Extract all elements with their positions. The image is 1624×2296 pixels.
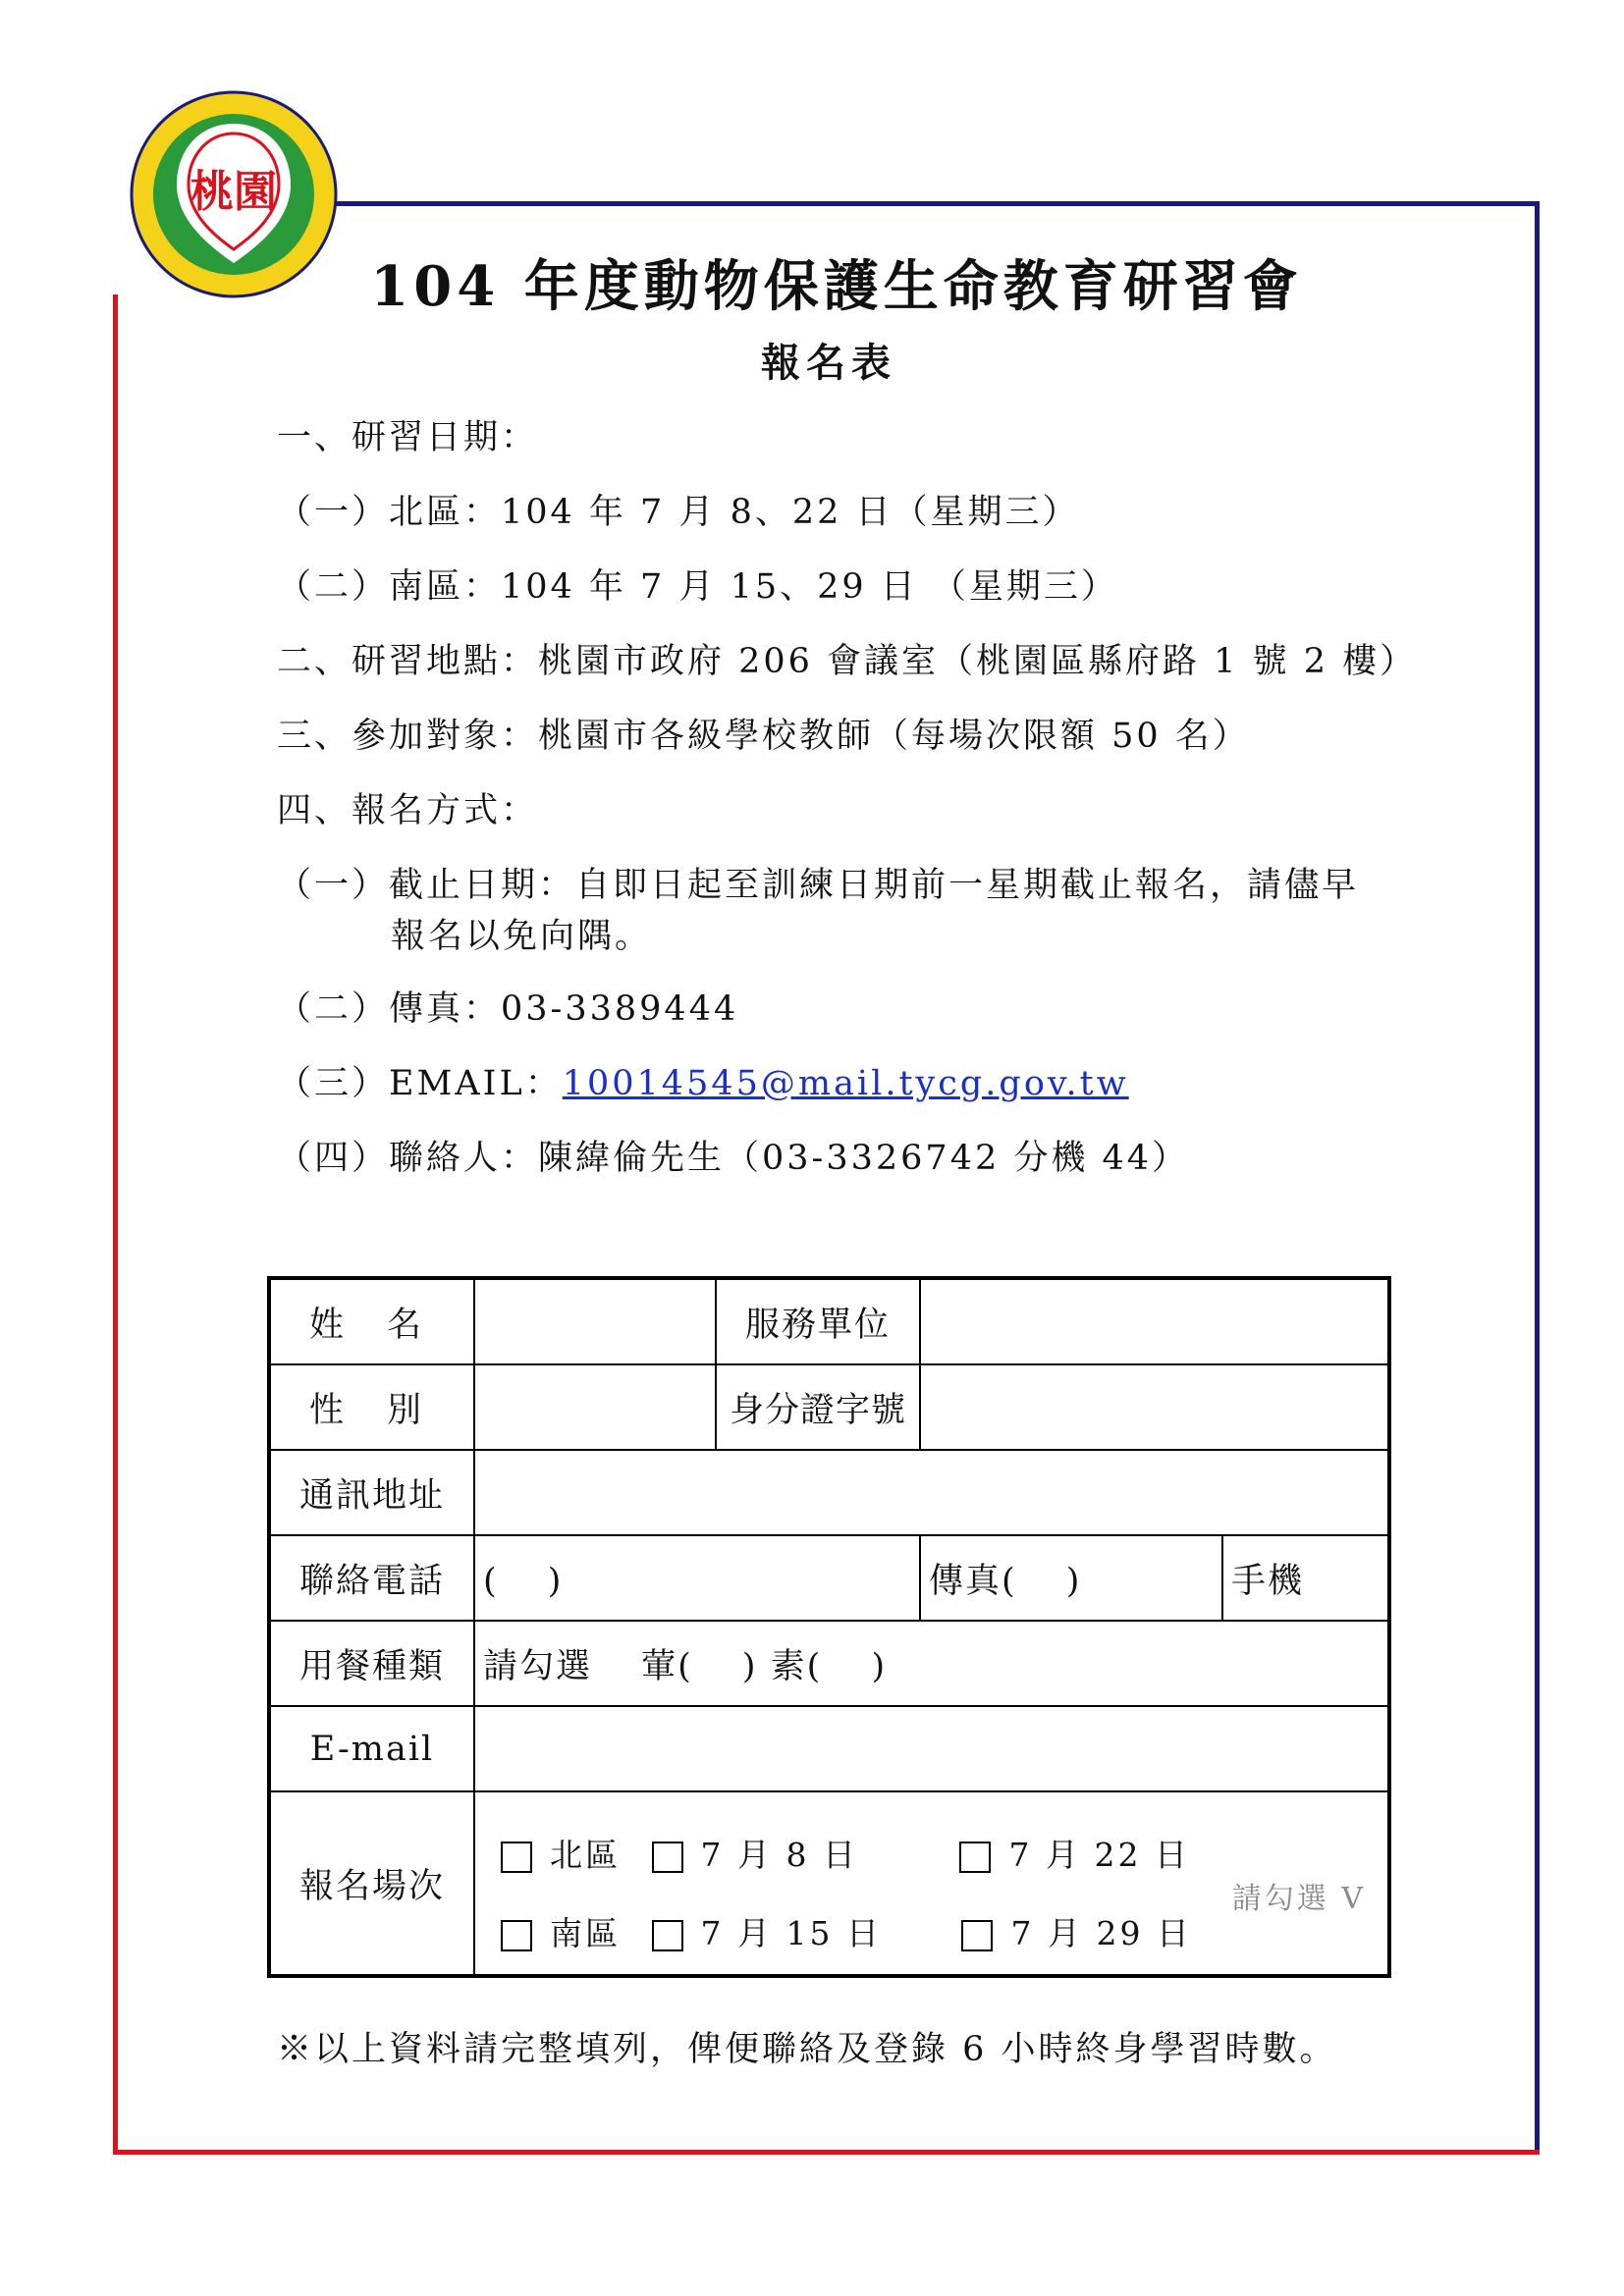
- info-line-location: 二、研習地點：桃園市政府 206 會議室（桃園區縣府路 1 號 2 樓）: [277, 642, 1418, 681]
- name-field[interactable]: [474, 1278, 716, 1364]
- frame-left-line: [113, 294, 118, 2155]
- south-date2-label: 7 月 29 日: [1010, 1914, 1192, 1952]
- info-line-date-heading: 一、研習日期：: [277, 418, 539, 457]
- gender-field[interactable]: [474, 1364, 716, 1450]
- north-date1-label: 7 月 8 日: [700, 1836, 858, 1874]
- name-label: 姓名: [269, 1278, 474, 1364]
- info-line-method-heading: 四、報名方式：: [277, 791, 539, 830]
- north-label: 北區: [550, 1836, 621, 1874]
- north-date2-checkbox[interactable]: [959, 1842, 991, 1873]
- email-prefix: （三）EMAIL：: [277, 1064, 563, 1103]
- south-date1-checkbox[interactable]: [652, 1920, 683, 1951]
- info-line-deadline: （一）截止日期：自即日起至訓練日期前一星期截止報名，請儘早: [277, 866, 1360, 905]
- dept-label: 服務單位: [716, 1278, 920, 1364]
- north-date1-checkbox[interactable]: [652, 1842, 683, 1873]
- address-label: 通訊地址: [269, 1450, 474, 1535]
- table-row: [269, 1278, 1389, 1364]
- id-label: 身分證字號: [716, 1364, 920, 1450]
- table-row: [269, 1364, 1389, 1450]
- table-row: [269, 1450, 1389, 1535]
- session-cell: [474, 1791, 1389, 1976]
- frame-top-line: [334, 201, 1540, 206]
- south-checkbox[interactable]: [501, 1920, 532, 1951]
- footer-note: ※以上資料請完整填列，俾便聯絡及登錄 6 小時終身學習時數。: [277, 2030, 1337, 2069]
- info-line-deadline-cont: 報名以免向隅。: [391, 917, 653, 956]
- check-hint: 請勾選 V: [1231, 1882, 1366, 1916]
- session-label: 報名場次: [269, 1791, 474, 1976]
- table-row: [269, 1791, 1389, 1976]
- address-field[interactable]: [474, 1450, 1389, 1535]
- gender-label: 性別: [269, 1364, 474, 1450]
- email-label: E-mail: [269, 1706, 474, 1791]
- table-row: [269, 1706, 1389, 1791]
- page-title: [0, 243, 1624, 322]
- fax-field[interactable]: 傳真( ): [920, 1535, 1222, 1621]
- phone-label: 聯絡電話: [269, 1535, 474, 1621]
- north-checkbox[interactable]: [501, 1842, 532, 1873]
- info-line-contact: （四）聯絡人：陳緯倫先生（03-3326742 分機 44）: [277, 1139, 1190, 1178]
- email-field[interactable]: [474, 1706, 1389, 1791]
- table-row: [269, 1535, 1389, 1621]
- email-link[interactable]: 10014545@mail.tycg.gov.tw: [562, 1064, 1129, 1103]
- info-line-email: [277, 1056, 1129, 1105]
- frame-right-line: [1535, 201, 1540, 2155]
- dept-field[interactable]: [920, 1278, 1389, 1364]
- session-row-north: [501, 1830, 1190, 1876]
- info-line-north-date: （一）北區：104 年 7 月 8、22 日（星期三）: [277, 493, 1080, 532]
- mobile-field[interactable]: 手機: [1222, 1535, 1389, 1621]
- info-line-audience: 三、參加對象：桃園市各級學校教師（每場次限額 50 名）: [277, 717, 1250, 756]
- south-date1-label: 7 月 15 日: [700, 1914, 882, 1952]
- id-field[interactable]: [920, 1364, 1389, 1450]
- meal-label: 用餐種類: [269, 1621, 474, 1706]
- session-options: [475, 1792, 1387, 1974]
- south-date2-checkbox[interactable]: [961, 1920, 993, 1951]
- phone-field[interactable]: ( ): [474, 1535, 920, 1621]
- registration-form-table: [267, 1276, 1391, 1978]
- title-text: 年度動物保護生命教育研習會: [523, 254, 1303, 319]
- meal-field[interactable]: 請勾選 葷( ) 素( ): [474, 1621, 1389, 1706]
- south-label: 南區: [550, 1914, 621, 1952]
- subtitle-text: 報名表: [761, 340, 896, 386]
- svg-text:桃園: 桃園: [190, 167, 277, 217]
- info-line-fax: （二）傳真：03-3389444: [277, 989, 739, 1029]
- info-line-south-date: （二）南區：104 年 7 月 15、29 日 （星期三）: [277, 567, 1118, 607]
- page-subtitle: [0, 332, 1624, 388]
- session-row-south: [501, 1908, 1192, 1954]
- title-year: 104: [370, 254, 501, 319]
- frame-bottom-line: [113, 2150, 1540, 2155]
- table-row: [269, 1621, 1389, 1706]
- north-date2-label: 7 月 22 日: [1008, 1836, 1190, 1874]
